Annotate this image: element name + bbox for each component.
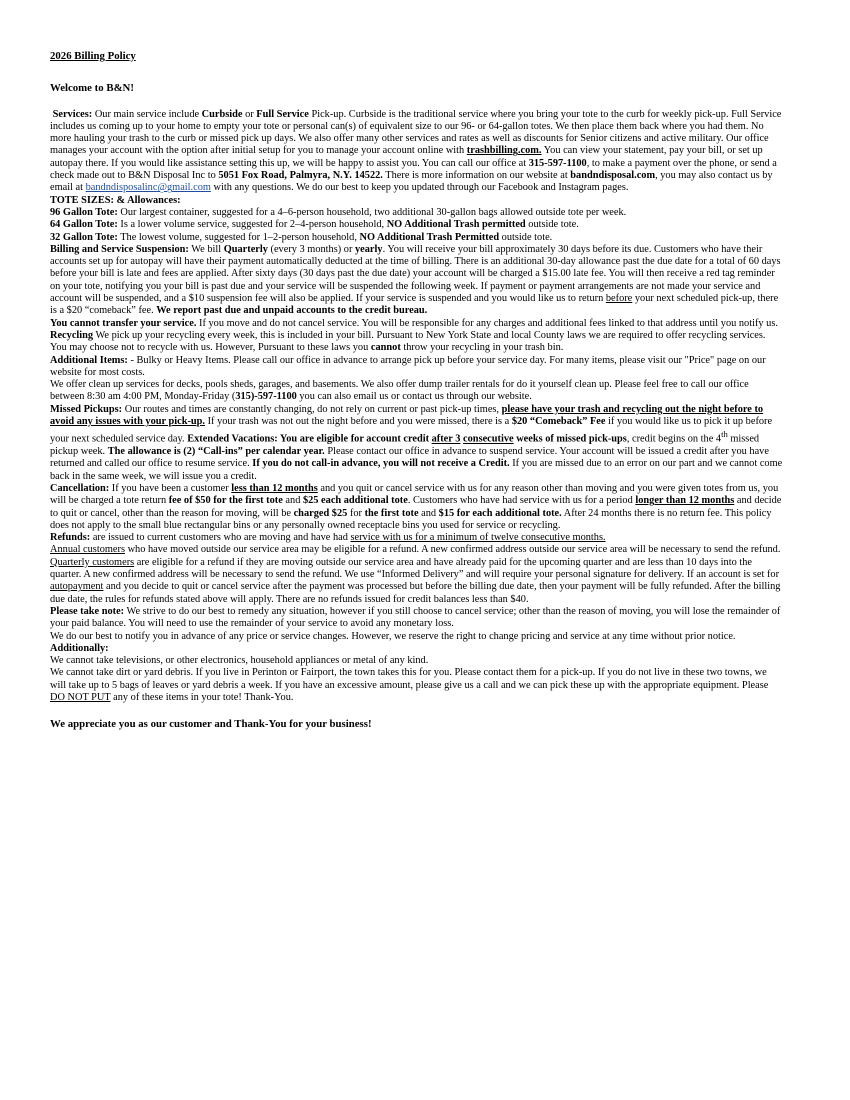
notify-paragraph: We do our best to notify you in advance of any price or service changes. However, we reserve the right to change pricing and service at any time without prior notice.: [50, 630, 736, 642]
billing-paragraph: Billing and Service Suspension: We bill Quarterly (every 3 months) or yearly. You will receive your bill approximately 30 days before its due. Customers who have their accounts set up for autopay will have their payment automatically deducted at the time of billing. There is an additional 30-day allowance past the due date for a total of 60 days before your bill is late and fees are applied. After sixty days (30 days past the due date) your account will be charged a $15.00 late fee. You will then receive a red tag reminder on your tote, notifying you your bill is past due and your service will be suspended the following week. If payment or payment arrangements are not made your service and account will be suspended, and a $10 suspension fee will also be applied. If your service is suspended and you would like us to return before your next scheduled pick-up, there is a $20 “comeback” fee. We report past due and unpaid accounts to the credit bureau.: [50, 243, 781, 317]
closing-statement: We appreciate you as our customer and Thank-You for your business!: [50, 718, 372, 731]
email-link[interactable]: bandndisposalinc@gmail.com: [85, 182, 211, 194]
tote-32-line: 32 Gallon Tote: The lowest volume, suggested for 1–2-person household, NO Additional Trash Permitted outside tote.: [50, 231, 553, 243]
mailing-address: 5051 Fox Road, Palmyra, N.Y. 14522.: [218, 170, 383, 182]
cleanup-paragraph: We offer clean up services for decks, pools sheds, garages, and basements. We also offer dump trailer rentals for do it yourself clean up. Please feel free to call our office between 8:30 am 4:00 PM, Monday-Friday (315)-597-1100 you can also email us or contact us through our website.: [50, 379, 749, 403]
transfer-paragraph: You cannot transfer your service. If you move and do not cancel service. You will be responsible for any charges and additional fees linked to that address until you notify us.: [50, 317, 778, 329]
additionally-line-2: We cannot take dirt or yard debris. If you live in Perinton or Fairport, the town takes this for you. Please contact them for a pick-up. If you do not live in these two towns, we will take up to 5 bags of leaves or yard debris a week. If you have an excessive amount, please give us a call and we can pick these up with the appropriate equipment. Please DO NOT PUT any of these items in your tote! Thank-You.: [50, 667, 769, 703]
additionally-line-1: We cannot take televisions, or other electronics, household appliances or metal of any kind.: [50, 655, 429, 667]
page-title: 2026 Billing Policy: [50, 50, 136, 62]
tote-sizes-heading: TOTE SIZES: & Allowances:: [50, 194, 181, 206]
take-note-paragraph: Please take note: We strive to do our best to remedy any situation, however if you still choose to cancel service; other than the reason of moving, you will lose the remainder of your paid balance. You will need to use the remainder of your service to avoid any monetary loss.: [50, 605, 781, 630]
welcome-heading: Welcome to B&N!: [50, 82, 134, 95]
office-phone: 315-597-1100: [528, 157, 587, 169]
cancellation-paragraph: Cancellation: If you have been a customer less than 12 months and you quit or cancel service with us for any reason other than moving and you were given totes from us, you will be charged a tote return fee of $50 for the first tote and $25 each additional tote. Customers who have had service with us for a period longer than 12 months and decide to quit or cancel, other than the reason for moving, will be charged $25 for the first tote and $15 for each additional tote. After 24 months there is no return fee. This policy does not apply to the small blue rectangular bins or any personally owned receptacle bins you used for service or recycling.: [50, 482, 782, 531]
refunds-paragraph: Refunds: are issued to current customers who are moving and have had service with us for a minimum of twelve consecutive months. Annual customers who have moved outside our service area may be eligible for a refund. A new confirmed address outside our service area will be necessary to send the refund. Quarterly customers are eligible for a refund if they are moving outside our service area and have already paid for the upcoming quarter and are less than 10 days into the quarter. A new confirmed address will be necessary to send the refund. We use “Informed Delivery” and will require your personal signature for delivery. If an account is set for autopayment and you decide to quit or cancel service after the payment was processed but before the billing due date, then your payment will be fully refunded. After the billing due date, the rules for refunds stated above will apply. There are no refunds issued for credit balances less than $40.: [50, 532, 781, 605]
website-link[interactable]: bandndisposal.com: [570, 170, 656, 182]
recycling-paragraph: Recycling We pick up your recycling every week, this is included in your bill. Pursuant to New York State and local County laws we are required to offer recycling services. You may choose not to recycle with us. However, Pursuant to these laws you cannot throw your recycling in your trash bin.: [50, 329, 766, 354]
additional-items-paragraph: Additional Items: - Bulky or Heavy Items. Please call our office in advance to arrange pick up before your service day. For many items, please visit our "Price" page on our website for most costs.: [50, 354, 766, 378]
trashbilling-link[interactable]: trashbilling.com.: [466, 145, 542, 157]
missed-pickups-paragraph: Missed Pickups: Our routes and times are constantly changing, do not rely on current or past pick-up times, please have your trash and recycling out the night before to avoid any issues with your pick-up. If your trash was not out the night before and you were missed, there is a $20 “Comeback” Fee if you would like us to pick it up before your next scheduled service day. Extended Vacations: You are eligible for account credit after 3 consecutive weeks of missed pick-ups, credit begins on the 4th missed pickup week. The allowance is (2) “Call-ins” per calendar year. Please contact our office in advance to suspend service. Your account will be issued a credit after you have returned and called our office to resume service. If you do not call-in advance, you will not receive a Credit. If you are missed due to an error on our part and we cannot come back in the same week, we will issue you a credit.: [50, 403, 783, 482]
tote-96-line: 96 Gallon Tote: Our largest container, suggested for a 4–6-person household, two additional 30-gallon bags allowed outside tote per week.: [50, 206, 627, 218]
tote-64-line: 64 Gallon Tote: Is a lower volume service, suggested for 2–4-person household, NO Additional Trash permitted outside tote.: [50, 219, 579, 231]
additionally-heading: Additionally:: [50, 642, 109, 654]
services-label: Services:: [52, 108, 93, 120]
services-paragraph: Services: Our main service include Curbside or Full Service Pick-up. Curbside is the traditional service where you bring your tote to the curb for weekly pick-up. Full Service includes us coming up to your home to empty your tote or personal can(s) of equivalent size to our 96- or 64-gallon totes. We then place them back where you had them. No more hauling your trash to the curb or missed pick up days. We also offer many other services and rates as well as discounts for Senior citizens and active military. Our office manages your account with the option after initial setup for you to manage your account online with trashbilling.com. You can view your statement, pay your bill, or set up autopay there. If you would like assistance setting this up, we will be happy to assist you. You can call our office at 315-597-1100, to make a payment over the phone, or send a check made out to B&N Disposal Inc to 5051 Fox Road, Palmyra, N.Y. 14522. There is more information on our website at bandndisposal.com, you may also contact us by email at bandndisposalinc@gmail.com with any questions. We do our best to keep you updated through our Facebook and Instagram pages.: [50, 108, 782, 194]
billing-policy-document: [50, 50, 784, 731]
